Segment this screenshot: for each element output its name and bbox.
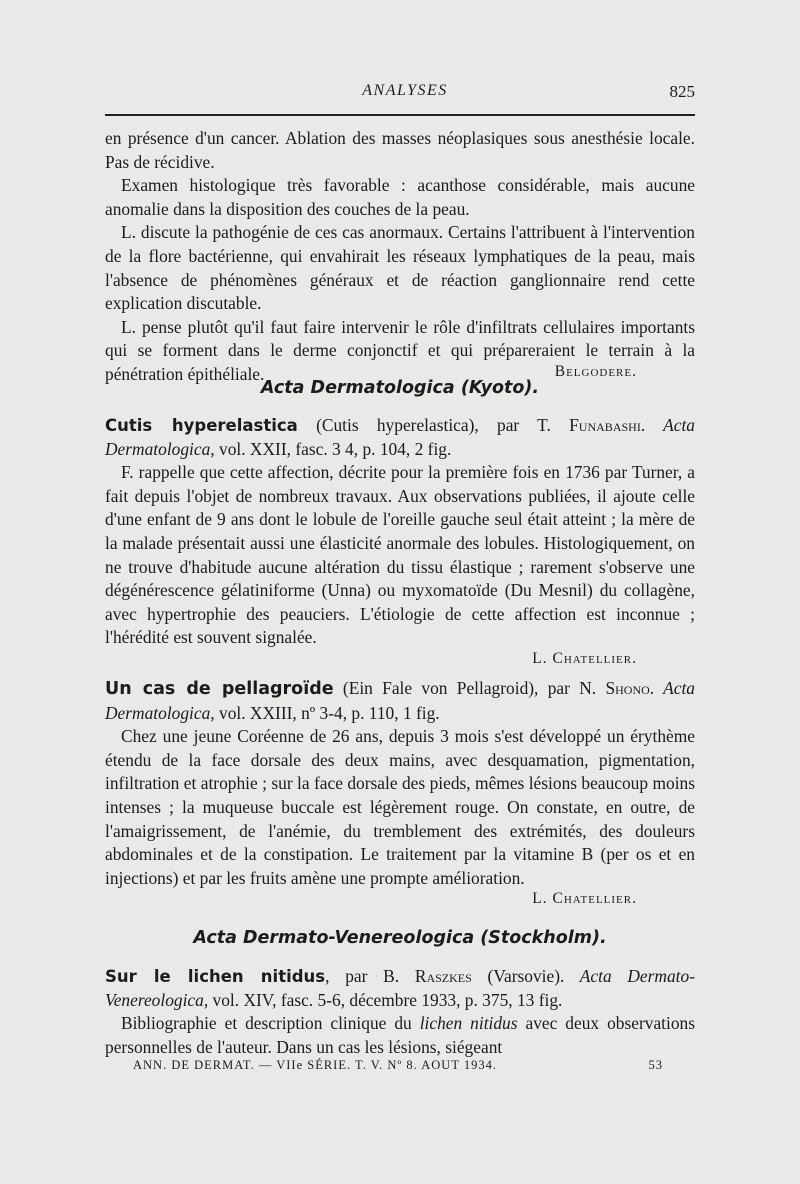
- entry-journal: Acta Dermatologica,: [105, 678, 696, 723]
- entry-body: [105, 1012, 695, 1059]
- continued-review: [105, 127, 695, 384]
- entry-ref: (Cutis hyperelastica), par T.: [297, 415, 570, 435]
- review-signature: Belgodere.: [554, 362, 637, 380]
- section-heading: Acta Dermatologica (Kyoto).: [260, 378, 540, 398]
- entry-reference: [105, 677, 695, 725]
- paragraph: L. pense plutôt qu'il faut faire intervenir le rôle d'infiltrats cellulaires importants qui se forment dans le derme conjonctif et qui prépareraient le terrain à la pénétration épithéliale.: [105, 316, 695, 384]
- review-signature: L. Chatellier.: [532, 649, 637, 667]
- header-rule: [105, 114, 695, 116]
- footer-citation: ANN. DE DERMAT. — VIIe SÉRIE. T. V. Nº 8. AOUT 1934.: [133, 1058, 497, 1072]
- entry-ref-details: vol. XIV, fasc. 5-6, décembre 1933, p. 375, 13 fig.: [208, 989, 563, 1010]
- entry-body: Chez une jeune Coréenne de 26 ans, depuis 3 mois s'est développé un érythème étendu de la face dorsale des deux mains, avec desquamation, pigmentation, infiltration et atrophie ; sur la face dorsale des pieds, mêmes lésions beaucoup moins intenses ; la muqueuse buccale est légèrement rouge. On constate, en outre, de l'amaigrissement, de l'anémie, du tremblement des extrémités, des douleurs abdominales et de la constipation. Le traitement par la vitamine B (per os et en injections) et par les fruits amène une prompte amélioration.: [105, 726, 695, 888]
- entry-ref-details: vol. XXIII, nº 3-4, p. 110, 1 fig.: [214, 702, 440, 723]
- paragraph: en présence d'un cancer. Ablation des masses néoplasiques sous anesthésie locale. Pas de récidive.: [105, 128, 695, 172]
- entry-author: Funabashi.: [569, 415, 646, 435]
- entry-title: Un cas de pellagroïde: [105, 679, 334, 699]
- running-title: ANALYSES: [362, 82, 448, 99]
- paragraph: Examen histologique très favorable : acanthose considérable, mais aucune anomalie dans la disposition des couches de la peau.: [105, 175, 695, 219]
- review-signature: L. Chatellier.: [532, 890, 637, 908]
- body-text: Bibliographie et description clinique du: [121, 1013, 420, 1034]
- entry-journal: Acta Dermato-Venereologica,: [105, 966, 695, 1010]
- body-text: avec deux observations personnelles de l'auteur. Dans un cas les lésions, siégeant: [105, 1013, 695, 1057]
- entry-ref: (Ein Fale von Pellagroid), par N.: [333, 678, 606, 698]
- entry-ref: , par B.: [325, 966, 415, 986]
- page-number: 825: [669, 82, 695, 101]
- paragraph: L. discute la pathogénie de ces cas anormaux. Certains l'attribuent à l'intervention de la flore bactérienne, qui envahirait les réseaux lymphatiques de la peau, mais l'absence de phénomènes généraux et de réaction ganglionnaire rend cette explication discutable.: [105, 222, 695, 314]
- entry-author: Shono.: [605, 678, 655, 698]
- footer-signature-mark: 53: [648, 1058, 663, 1072]
- entry-body: F. rappelle que cette affection, décrite pour la première fois en 1736 par Turner, a fait depuis l'objet de nombreux travaux. Aux observations publiées, il ajoute celle d'une enfant de 9 ans dont le lobule de l'oreille gauche seul était atteint ; la mère de la malade présentait aussi une élasticité anormale des lobules. Histologiquement, on ne trouve d'habitude aucune altération du tissu élastique ; rarement s'observe une dégénérescence gélatiniforme (Unna) ou myxomatoïde (Du Mesnil) du collagène, avec hypertrophie des peauciers. L'étiologie de cette affection est inconnue ; l'hérédité est souvent signalée.: [105, 462, 695, 648]
- review-entry: [105, 414, 695, 668]
- entry-author: Raszkes: [414, 966, 472, 986]
- running-header: [105, 80, 705, 110]
- review-entry: [105, 965, 695, 1059]
- entry-reference: [105, 965, 695, 1012]
- entry-affiliation: (Varsovie).: [471, 966, 565, 986]
- entry-ref-details: vol. XXII, fasc. 3 4, p. 104, 2 fig.: [214, 438, 452, 459]
- entry-reference: [105, 414, 695, 461]
- section-heading: Acta Dermato-Venereologica (Stockholm).: [193, 928, 607, 948]
- entry-title: Sur le lichen nitidus: [105, 967, 326, 986]
- entry-title: Cutis hyperelastica: [105, 416, 298, 435]
- body-italic-term: lichen nitidus: [419, 1013, 518, 1034]
- entry-journal: Acta Dermatologica,: [105, 415, 696, 459]
- review-entry: [105, 677, 695, 908]
